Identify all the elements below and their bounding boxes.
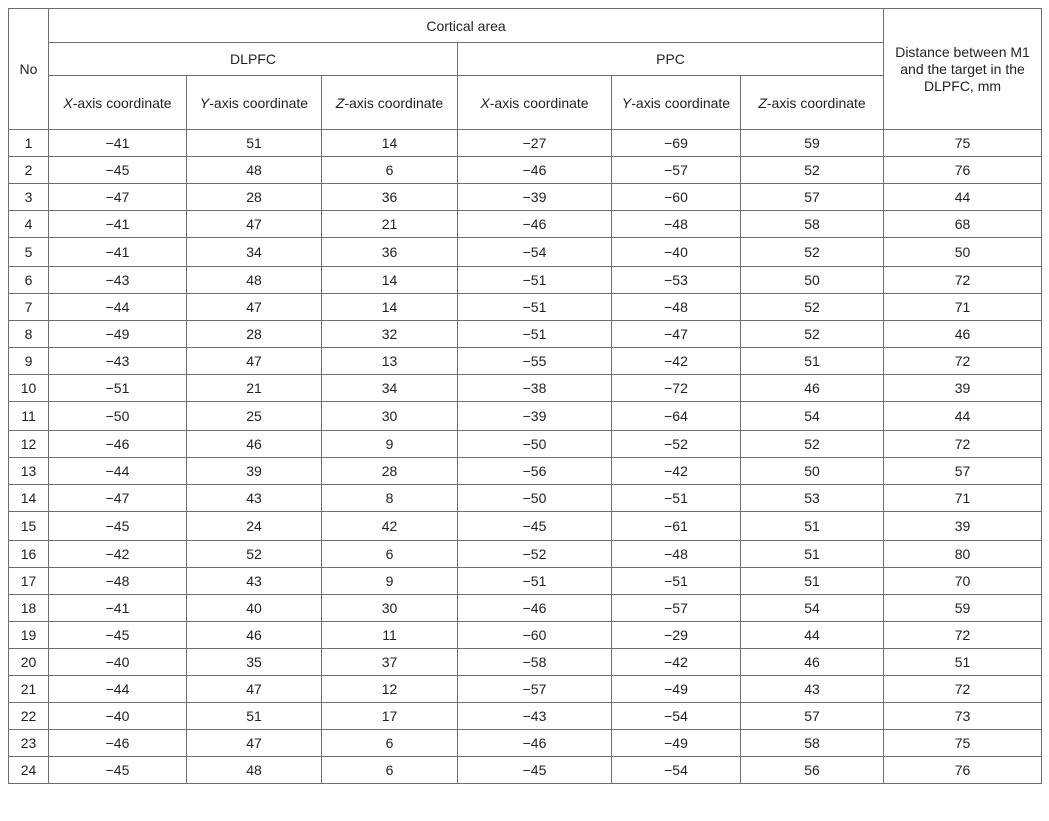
table-cell: 44 — [741, 622, 884, 649]
table-cell: −45 — [458, 512, 612, 541]
table-cell: 70 — [884, 568, 1042, 595]
table-cell: −45 — [49, 757, 187, 784]
table-cell: −44 — [49, 458, 187, 485]
header-group-ppc: PPC — [458, 43, 884, 76]
table-cell: −54 — [612, 703, 741, 730]
table-row — [9, 458, 1042, 485]
table-cell: −49 — [49, 321, 187, 348]
table-cell: 51 — [741, 348, 884, 375]
table-cell: −38 — [458, 375, 612, 402]
header-cortical-area: Cortical area — [49, 9, 884, 43]
table-cell: 68 — [884, 211, 1042, 238]
table-cell: −56 — [458, 458, 612, 485]
row-number-cell: 16 — [9, 541, 49, 568]
table-cell: 52 — [741, 431, 884, 458]
table-cell: 6 — [322, 757, 458, 784]
table-cell: −40 — [612, 238, 741, 267]
table-cell: −57 — [458, 676, 612, 703]
table-cell: −51 — [458, 321, 612, 348]
table-cell: 32 — [322, 321, 458, 348]
table-cell: 14 — [322, 130, 458, 157]
table-cell: 46 — [741, 375, 884, 402]
table-row — [9, 375, 1042, 402]
table-cell: −44 — [49, 676, 187, 703]
table-cell: 9 — [322, 431, 458, 458]
table-cell: 52 — [187, 541, 322, 568]
table-cell: −39 — [458, 184, 612, 211]
row-number-cell: 4 — [9, 211, 49, 238]
table-cell: −61 — [612, 512, 741, 541]
header-axis-column — [612, 76, 741, 130]
axis-letter: Z — [335, 94, 345, 111]
table-cell: −41 — [49, 238, 187, 267]
coordinates-table — [8, 8, 1042, 784]
table-row — [9, 512, 1042, 541]
axis-suffix: -axis coordinate — [209, 94, 309, 111]
row-number-cell: 22 — [9, 703, 49, 730]
axis-suffix: -axis coordinate — [489, 94, 589, 111]
table-cell: 57 — [741, 184, 884, 211]
table-cell: 47 — [187, 348, 322, 375]
table-cell: −51 — [49, 375, 187, 402]
table-cell: 21 — [322, 211, 458, 238]
table-cell: 28 — [187, 184, 322, 211]
table-cell: 72 — [884, 622, 1042, 649]
table-cell: 34 — [187, 238, 322, 267]
table-row — [9, 431, 1042, 458]
table-cell: 28 — [187, 321, 322, 348]
table-cell: 73 — [884, 703, 1042, 730]
table-row — [9, 157, 1042, 184]
table-row — [9, 184, 1042, 211]
table-cell: 30 — [322, 595, 458, 622]
table-cell: −47 — [49, 184, 187, 211]
table-cell: 50 — [741, 267, 884, 294]
table-cell: 54 — [741, 595, 884, 622]
table-cell: 37 — [322, 649, 458, 676]
table-cell: 17 — [322, 703, 458, 730]
table-cell: 8 — [322, 485, 458, 512]
table-cell: 48 — [187, 267, 322, 294]
table-cell: −46 — [49, 431, 187, 458]
table-cell: 51 — [741, 541, 884, 568]
table-cell: −29 — [612, 622, 741, 649]
table-cell: 46 — [741, 649, 884, 676]
axis-letter: Z — [758, 94, 767, 111]
table-cell: 52 — [741, 238, 884, 267]
table-cell: 35 — [187, 649, 322, 676]
table-cell: −45 — [458, 757, 612, 784]
table-row — [9, 294, 1042, 321]
axis-suffix: -axis coordinate — [766, 94, 866, 111]
row-number-cell: 17 — [9, 568, 49, 595]
table-cell: −47 — [612, 321, 741, 348]
header-axis-column — [187, 76, 322, 130]
table-cell: 39 — [187, 458, 322, 485]
table-cell: 48 — [187, 157, 322, 184]
table-cell: 47 — [187, 294, 322, 321]
table-cell: −42 — [612, 649, 741, 676]
table-cell: 46 — [884, 321, 1042, 348]
row-number-cell: 15 — [9, 512, 49, 541]
table-cell: −60 — [612, 184, 741, 211]
table-cell: −55 — [458, 348, 612, 375]
table-cell: 51 — [884, 649, 1042, 676]
table-cell: 57 — [741, 703, 884, 730]
table-row — [9, 703, 1042, 730]
table-cell: −46 — [458, 157, 612, 184]
header-no: No — [9, 9, 49, 130]
header-distance: Distance between M1 and the target in the DLPFC, mm — [884, 9, 1042, 130]
table-cell: −54 — [458, 238, 612, 267]
table-cell: −46 — [49, 730, 187, 757]
row-number-cell: 10 — [9, 375, 49, 402]
table-cell: −44 — [49, 294, 187, 321]
table-cell: −45 — [49, 157, 187, 184]
table-cell: −58 — [458, 649, 612, 676]
table-cell: 12 — [322, 676, 458, 703]
table-cell: 44 — [884, 402, 1042, 431]
table-cell: 30 — [322, 402, 458, 431]
table-cell: 48 — [187, 757, 322, 784]
table-cell: 44 — [884, 184, 1042, 211]
table-cell: 39 — [884, 512, 1042, 541]
table-cell: 43 — [187, 568, 322, 595]
table-cell: −51 — [458, 568, 612, 595]
table-cell: 9 — [322, 568, 458, 595]
table-cell: 72 — [884, 431, 1042, 458]
table-cell: 71 — [884, 485, 1042, 512]
table-cell: −40 — [49, 703, 187, 730]
table-row — [9, 321, 1042, 348]
table-cell: −42 — [49, 541, 187, 568]
table-cell: 76 — [884, 157, 1042, 184]
table-cell: 59 — [741, 130, 884, 157]
table-cell: −72 — [612, 375, 741, 402]
table-cell: 56 — [741, 757, 884, 784]
header-axis-column — [49, 76, 187, 130]
table-cell: −51 — [612, 568, 741, 595]
table-cell: 52 — [741, 157, 884, 184]
table-cell: 57 — [884, 458, 1042, 485]
table-cell: 47 — [187, 676, 322, 703]
axis-letter: Y — [199, 94, 210, 111]
row-number-cell: 3 — [9, 184, 49, 211]
table-cell: −41 — [49, 130, 187, 157]
table-cell: −51 — [458, 267, 612, 294]
table-cell: 76 — [884, 757, 1042, 784]
row-number-cell: 1 — [9, 130, 49, 157]
table-cell: 75 — [884, 730, 1042, 757]
table-cell: −50 — [49, 402, 187, 431]
table-cell: 51 — [187, 703, 322, 730]
table-cell: 80 — [884, 541, 1042, 568]
table-cell: −46 — [458, 595, 612, 622]
table-cell: 36 — [322, 238, 458, 267]
table-cell: 51 — [187, 130, 322, 157]
table-cell: 52 — [741, 294, 884, 321]
axis-suffix: -axis coordinate — [72, 94, 172, 111]
table-cell: 36 — [322, 184, 458, 211]
table-row — [9, 485, 1042, 512]
table-cell: 6 — [322, 730, 458, 757]
row-number-cell: 24 — [9, 757, 49, 784]
table-cell: −50 — [458, 485, 612, 512]
row-number-cell: 6 — [9, 267, 49, 294]
table-cell: 46 — [187, 622, 322, 649]
table-cell: −42 — [612, 458, 741, 485]
table-cell: −40 — [49, 649, 187, 676]
table-cell: −47 — [49, 485, 187, 512]
table-cell: −39 — [458, 402, 612, 431]
table-cell: 72 — [884, 348, 1042, 375]
table-cell: −48 — [612, 294, 741, 321]
table-cell: 53 — [741, 485, 884, 512]
table-cell: 58 — [741, 730, 884, 757]
row-number-cell: 14 — [9, 485, 49, 512]
table-cell: 42 — [322, 512, 458, 541]
table-cell: −46 — [458, 730, 612, 757]
table-row — [9, 622, 1042, 649]
row-number-cell: 8 — [9, 321, 49, 348]
axis-letter: X — [63, 94, 73, 111]
table-cell: −42 — [612, 348, 741, 375]
table-header — [9, 9, 1042, 130]
table-cell: 34 — [322, 375, 458, 402]
table-cell: 71 — [884, 294, 1042, 321]
table-row — [9, 267, 1042, 294]
table-cell: 6 — [322, 541, 458, 568]
header-axis-column — [458, 76, 612, 130]
table-row — [9, 402, 1042, 431]
row-number-cell: 5 — [9, 238, 49, 267]
axis-suffix: -axis coordinate — [344, 94, 444, 111]
table-cell: 52 — [741, 321, 884, 348]
table-cell: 24 — [187, 512, 322, 541]
table-cell: −51 — [458, 294, 612, 321]
header-axis-column — [322, 76, 458, 130]
row-number-cell: 12 — [9, 431, 49, 458]
table-row — [9, 649, 1042, 676]
row-number-cell: 23 — [9, 730, 49, 757]
axis-letter: X — [480, 94, 490, 111]
table-row — [9, 238, 1042, 267]
table-cell: −49 — [612, 730, 741, 757]
header-axis-column — [741, 76, 884, 130]
table-cell: 72 — [884, 676, 1042, 703]
table-cell: 21 — [187, 375, 322, 402]
table-cell: −54 — [612, 757, 741, 784]
table-cell: 54 — [741, 402, 884, 431]
table-cell: −48 — [612, 541, 741, 568]
table-row — [9, 676, 1042, 703]
table-cell: 43 — [741, 676, 884, 703]
table-row — [9, 211, 1042, 238]
header-group-dlpfc: DLPFC — [49, 43, 458, 76]
table-cell: −27 — [458, 130, 612, 157]
table-cell: 47 — [187, 730, 322, 757]
row-number-cell: 13 — [9, 458, 49, 485]
table-cell: 51 — [741, 568, 884, 595]
table-row — [9, 130, 1042, 157]
table-cell: −64 — [612, 402, 741, 431]
table-cell: 46 — [187, 431, 322, 458]
table-cell: 6 — [322, 157, 458, 184]
table-cell: −46 — [458, 211, 612, 238]
row-number-cell: 21 — [9, 676, 49, 703]
table-cell: 43 — [187, 485, 322, 512]
row-number-cell: 19 — [9, 622, 49, 649]
table-cell: 47 — [187, 211, 322, 238]
table-cell: −50 — [458, 431, 612, 458]
table-cell: 14 — [322, 267, 458, 294]
table-cell: −57 — [612, 595, 741, 622]
table-cell: −49 — [612, 676, 741, 703]
table-cell: 50 — [741, 458, 884, 485]
axis-letter: Y — [621, 94, 632, 111]
axis-suffix: -axis coordinate — [631, 94, 731, 111]
table-cell: 28 — [322, 458, 458, 485]
table-row — [9, 541, 1042, 568]
table-cell: −41 — [49, 211, 187, 238]
row-number-cell: 2 — [9, 157, 49, 184]
table-cell: −60 — [458, 622, 612, 649]
table-cell: −43 — [49, 267, 187, 294]
table-cell: 14 — [322, 294, 458, 321]
row-number-cell: 18 — [9, 595, 49, 622]
row-number-cell: 11 — [9, 402, 49, 431]
table-cell: 75 — [884, 130, 1042, 157]
table-cell: −48 — [49, 568, 187, 595]
row-number-cell: 20 — [9, 649, 49, 676]
table-body — [9, 130, 1042, 784]
table-cell: −52 — [612, 431, 741, 458]
table-cell: 39 — [884, 375, 1042, 402]
table-row — [9, 568, 1042, 595]
table-cell: 72 — [884, 267, 1042, 294]
table-cell: −52 — [458, 541, 612, 568]
table-cell: 50 — [884, 238, 1042, 267]
table-cell: −45 — [49, 512, 187, 541]
table-cell: 11 — [322, 622, 458, 649]
table-cell: −41 — [49, 595, 187, 622]
table-cell: −43 — [49, 348, 187, 375]
table-cell: −53 — [612, 267, 741, 294]
table-cell: −45 — [49, 622, 187, 649]
table-cell: 51 — [741, 512, 884, 541]
table-cell: 59 — [884, 595, 1042, 622]
table-row — [9, 595, 1042, 622]
table-cell: −69 — [612, 130, 741, 157]
table-row — [9, 730, 1042, 757]
table-row — [9, 757, 1042, 784]
row-number-cell: 9 — [9, 348, 49, 375]
table-cell: 58 — [741, 211, 884, 238]
table-row — [9, 348, 1042, 375]
row-number-cell: 7 — [9, 294, 49, 321]
table-cell: 13 — [322, 348, 458, 375]
table-cell: −43 — [458, 703, 612, 730]
table-cell: 25 — [187, 402, 322, 431]
table-cell: −51 — [612, 485, 741, 512]
table-cell: −48 — [612, 211, 741, 238]
table-cell: −57 — [612, 157, 741, 184]
table-cell: 40 — [187, 595, 322, 622]
